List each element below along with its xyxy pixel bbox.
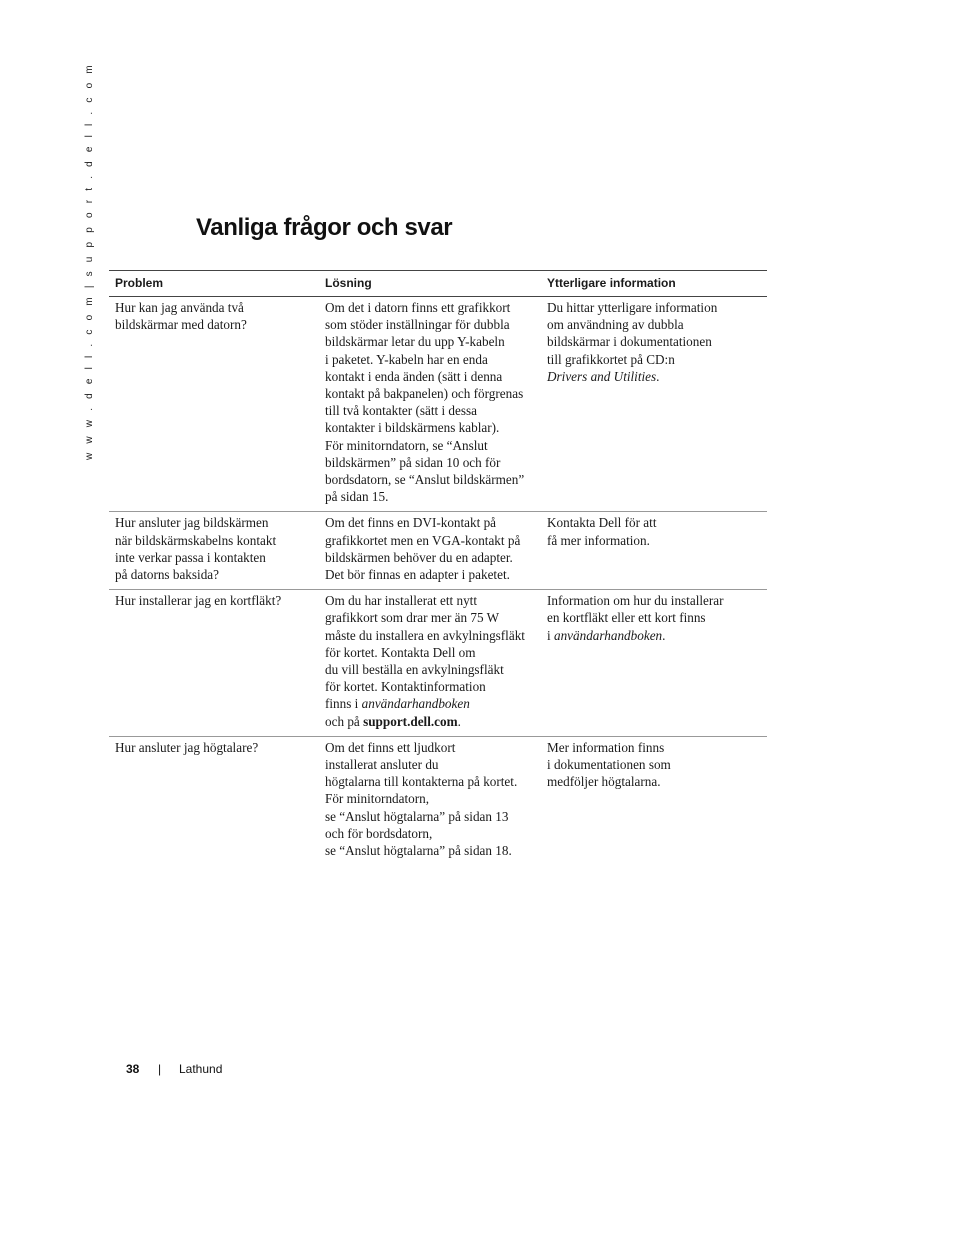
text-line: Mer information finns (547, 739, 665, 755)
text-line: i paketet. Y-kabeln har en enda (325, 351, 488, 367)
text-line: i dokumentationen som (547, 757, 671, 773)
text-line: Hur installerar jag en kortfläkt? (115, 593, 282, 609)
text-line (547, 627, 761, 644)
text-line: och för bordsdatorn, (325, 825, 433, 841)
text-line: bildskärmar i dokumentationen (547, 334, 712, 350)
problem-cell (109, 590, 319, 737)
text-line: för kortet. Kontaktinformation (325, 679, 486, 695)
info-cell (541, 512, 767, 590)
header-info: Ytterligare information (541, 271, 767, 297)
text-line: bildskärmar med datorn? (115, 317, 247, 333)
punctuation: . (662, 627, 666, 643)
text-line: en kortfläkt eller ett kort finns (547, 610, 706, 626)
text-line: Kontakta Dell för att (547, 515, 657, 531)
text-line: Om det finns en DVI-kontakt på (325, 515, 497, 531)
text-line: Du hittar ytterligare information (547, 300, 718, 315)
text-line: du vill beställa en avkylningsfläkt (325, 662, 504, 678)
table-row (109, 512, 767, 590)
text-line: bildskärmen behöver du en adapter. (325, 549, 513, 565)
problem-cell (109, 512, 319, 590)
text-line: se “Anslut högtalarna” på sidan 13 (325, 808, 509, 824)
text-line (547, 368, 761, 385)
losning-cell (319, 590, 541, 737)
text-line (325, 713, 535, 730)
text-line: se “Anslut högtalarna” på sidan 18. (325, 843, 512, 859)
table-row (109, 297, 767, 512)
losning-cell (319, 297, 541, 512)
text-line: Hur ansluter jag bildskärmen (115, 515, 269, 531)
text-line: kontakter i bildskärmens kablar). (325, 420, 500, 436)
text-line: bordsdatorn, se “Anslut bildskärmen” (325, 472, 525, 488)
text-line: inte verkar passa i kontakten (115, 549, 266, 565)
text-line: bildskärmar letar du upp Y-kabeln (325, 334, 505, 350)
text-line: till grafikkortet på CD:n (547, 351, 675, 367)
info-cell (541, 736, 767, 865)
page-title: Vanliga frågor och svar (196, 214, 453, 241)
table-row (109, 736, 767, 865)
punctuation: . (457, 713, 461, 729)
text-line: när bildskärmskabelns kontakt (115, 532, 277, 548)
text-line: för kortet. Kontakta Dell om (325, 644, 476, 660)
table-row (109, 590, 767, 737)
text-fragment: och på (325, 713, 364, 729)
text-line: grafikkort som drar mer än 75 W (325, 610, 500, 626)
problem-cell (109, 736, 319, 865)
text-line: Om det finns ett ljudkort (325, 739, 456, 755)
text-fragment: finns i (325, 696, 362, 712)
losning-cell (319, 512, 541, 590)
manual-name: användarhandboken (361, 696, 470, 712)
cd-title: Drivers and Utilities (547, 368, 657, 384)
text-line: högtalarna till kontakterna på kortet. (325, 774, 518, 790)
text-line: För minitorndatorn, se “Anslut (325, 437, 488, 453)
text-line: Hur ansluter jag högtalare? (115, 739, 259, 755)
text-line: om användning av dubbla (547, 317, 684, 333)
page-number: 38 (126, 1062, 140, 1076)
text-line (325, 695, 535, 712)
text-line: medföljer högtalarna. (547, 774, 661, 790)
losning-cell (319, 736, 541, 865)
text-line: Om det i datorn finns ett grafikkort (325, 300, 511, 315)
faq-table (109, 270, 767, 865)
table-header-row (109, 271, 767, 297)
document-name: Lathund (179, 1062, 223, 1076)
punctuation: . (656, 368, 660, 384)
manual-name: användarhandboken (553, 627, 663, 643)
text-line: grafikkortet men en VGA-kontakt på (325, 532, 521, 548)
text-line: måste du installera en avkylningsfläkt (325, 627, 525, 643)
text-line: kontakt på bakpanelen) och förgrenas (325, 386, 524, 402)
support-site-name: support.dell.com (363, 713, 458, 729)
text-line: Om du har installerat ett nytt (325, 593, 477, 609)
text-line: som stöder inställningar för dubbla (325, 317, 510, 333)
text-line: bildskärmen” på sidan 10 och för (325, 454, 501, 470)
header-problem: Problem (109, 271, 319, 297)
side-url-text: w w w . d e l l . c o m | s u p p o r t . d e l l . c o m (84, 62, 95, 460)
text-line: För minitorndatorn, (325, 791, 430, 807)
text-line: få mer information. (547, 532, 650, 548)
info-cell (541, 297, 767, 512)
text-line: på sidan 15. (325, 489, 389, 505)
page-footer (126, 1062, 223, 1076)
problem-cell (109, 297, 319, 512)
text-line: Det bör finnas en adapter i paketet. (325, 567, 510, 583)
text-line: installerat ansluter du (325, 757, 439, 773)
info-cell (541, 590, 767, 737)
text-line: Hur kan jag använda två (115, 300, 244, 315)
header-losning: Lösning (319, 271, 541, 297)
footer-separator: | (158, 1062, 162, 1076)
text-line: till två kontakter (sätt i dessa (325, 403, 477, 419)
text-fragment: i (547, 627, 554, 643)
text-line: kontakt i enda änden (sätt i denna (325, 368, 503, 384)
text-line: på datorns baksida? (115, 567, 219, 583)
text-line: Information om hur du installerar (547, 593, 724, 609)
